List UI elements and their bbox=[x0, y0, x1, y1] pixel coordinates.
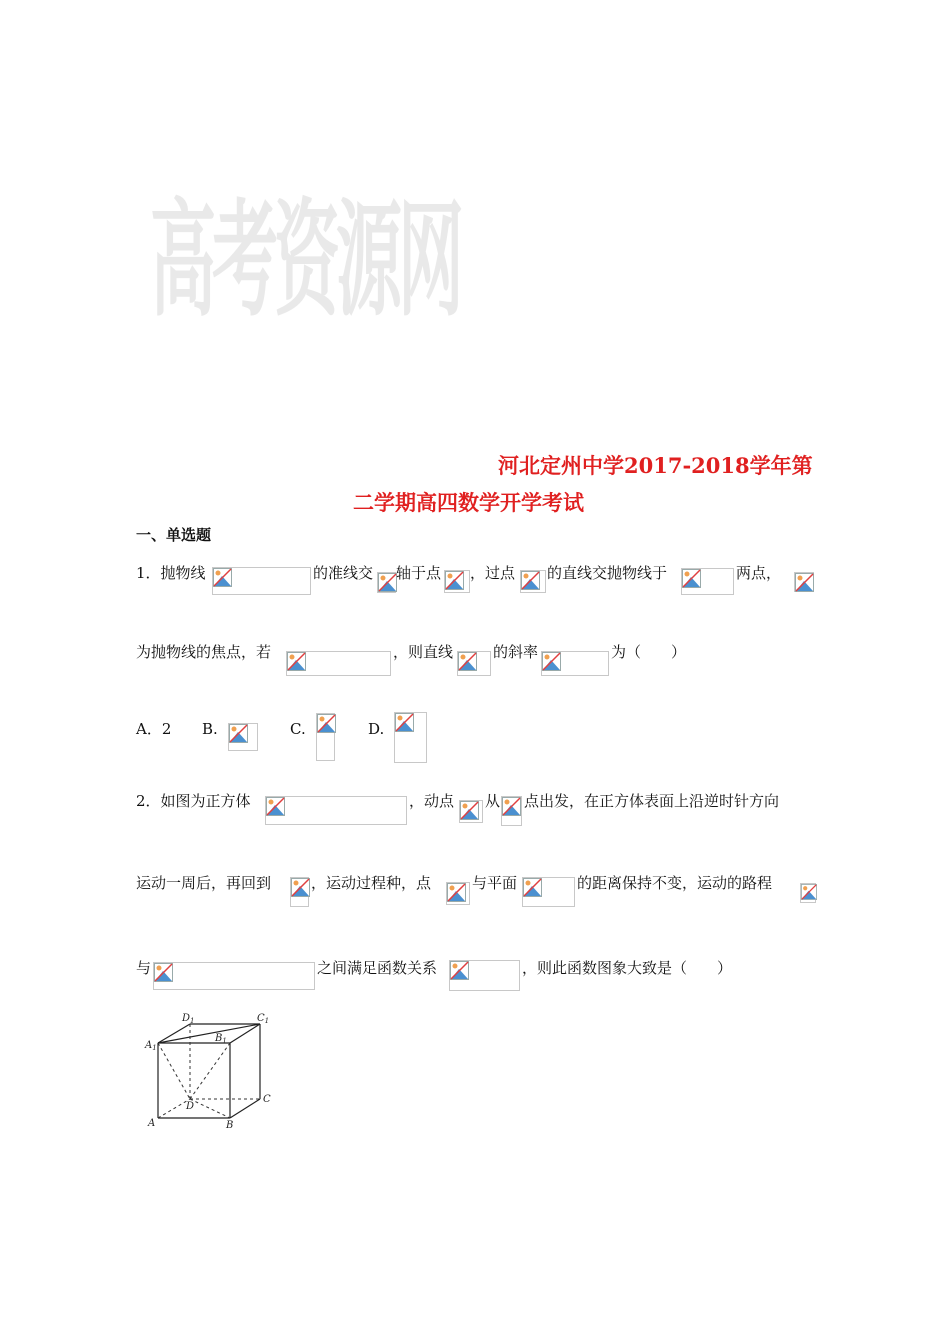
broken-image-icon bbox=[317, 714, 336, 733]
formula-image-box bbox=[290, 877, 309, 907]
q2-text: 2．如图为正方体 bbox=[136, 792, 251, 810]
q1-text: 的直线交抛物线于 bbox=[547, 564, 668, 582]
broken-image-icon bbox=[291, 878, 310, 897]
q2-text: 与 bbox=[136, 959, 152, 977]
q1-text: ，过点 bbox=[470, 564, 516, 582]
q2-text: 之间满足函数关系 bbox=[317, 959, 438, 977]
vertex-label-b: B bbox=[226, 1120, 234, 1131]
formula-image-box bbox=[459, 800, 483, 823]
q1-text: 为（ ） bbox=[611, 643, 687, 661]
watermark: 高考资源网 bbox=[150, 185, 460, 335]
formula-image-box bbox=[800, 883, 816, 903]
q2-text: ，动点 bbox=[409, 792, 455, 810]
q1-text: 两点， bbox=[736, 564, 782, 582]
formula-image-box bbox=[265, 796, 407, 825]
q1-text: 的斜率 bbox=[493, 643, 539, 661]
broken-image-icon bbox=[523, 878, 542, 897]
formula-image-box bbox=[212, 567, 311, 595]
formula-image-box bbox=[286, 651, 391, 676]
q1-text: 为抛物线的焦点，若 bbox=[136, 643, 272, 661]
broken-image-icon bbox=[795, 573, 814, 592]
formula-image-box bbox=[681, 568, 734, 595]
q2-text: 点出发，在正方体表面上沿逆时针方向 bbox=[524, 792, 780, 810]
broken-image-icon bbox=[378, 573, 397, 592]
q1-option-d: D. bbox=[368, 720, 385, 738]
formula-image-box bbox=[501, 796, 522, 826]
q2-text: ，运动过程种，点 bbox=[311, 874, 432, 892]
q1-option-c: C. bbox=[290, 720, 306, 738]
formula-image-box bbox=[794, 572, 814, 592]
formula-image-box bbox=[228, 723, 258, 751]
vertex-label-d1: $D_1$ bbox=[182, 1013, 195, 1025]
broken-image-icon bbox=[521, 571, 540, 590]
vertex-label-d: D bbox=[186, 1101, 195, 1112]
page-title-line2: 二学期高四数学开学考试 bbox=[353, 490, 584, 515]
vertex-label-c: C bbox=[263, 1094, 271, 1105]
q1-text: 的准线交 bbox=[313, 564, 374, 582]
formula-image-box bbox=[520, 570, 546, 593]
formula-image-box bbox=[449, 960, 520, 991]
formula-image-box bbox=[153, 962, 315, 990]
broken-image-icon bbox=[801, 884, 817, 900]
formula-image-box bbox=[522, 877, 575, 907]
broken-image-icon bbox=[395, 713, 414, 732]
broken-image-icon bbox=[450, 961, 469, 980]
broken-image-icon bbox=[229, 724, 248, 743]
formula-image-box bbox=[446, 882, 470, 905]
formula-image-box bbox=[444, 570, 470, 593]
q1-text: 轴于点 bbox=[396, 564, 442, 582]
broken-image-icon bbox=[502, 797, 521, 816]
broken-image-icon bbox=[213, 568, 232, 587]
q2-text: 与平面 bbox=[472, 874, 518, 892]
broken-image-icon bbox=[287, 652, 306, 671]
formula-image-box bbox=[377, 572, 396, 593]
page-title-line1: 河北定州中学2017-2018学年第 bbox=[498, 453, 813, 478]
q2-text: 的距离保持不变，运动的路程 bbox=[577, 874, 773, 892]
vertex-label-a: A bbox=[148, 1118, 156, 1129]
vertex-label-c1: $C_1$ bbox=[257, 1013, 270, 1025]
cube-figure bbox=[140, 1010, 280, 1135]
broken-image-icon bbox=[542, 652, 561, 671]
q1-option-a: A．2 bbox=[136, 720, 172, 738]
broken-image-icon bbox=[266, 797, 285, 816]
q2-text: 从 bbox=[485, 792, 501, 810]
broken-image-icon bbox=[458, 652, 477, 671]
vertex-label-a1: $A_1$ bbox=[145, 1040, 157, 1052]
formula-image-box bbox=[316, 713, 335, 761]
formula-image-box bbox=[394, 712, 427, 763]
vertex-label-b1: $B_1$ bbox=[215, 1033, 227, 1045]
formula-image-box bbox=[541, 651, 609, 676]
q1-option-b: B. bbox=[202, 720, 218, 738]
broken-image-icon bbox=[447, 883, 466, 902]
q1-text: ，则直线 bbox=[393, 643, 454, 661]
broken-image-icon bbox=[445, 571, 464, 590]
section-heading: 一、单选题 bbox=[136, 526, 212, 544]
q2-text: ，则此函数图象大致是（ ） bbox=[522, 959, 733, 977]
q1-text: 1．抛物线 bbox=[136, 564, 206, 582]
formula-image-box bbox=[457, 651, 491, 676]
broken-image-icon bbox=[682, 569, 701, 588]
q2-text: 运动一周后，再回到 bbox=[136, 874, 272, 892]
broken-image-icon bbox=[460, 801, 479, 820]
broken-image-icon bbox=[154, 963, 173, 982]
